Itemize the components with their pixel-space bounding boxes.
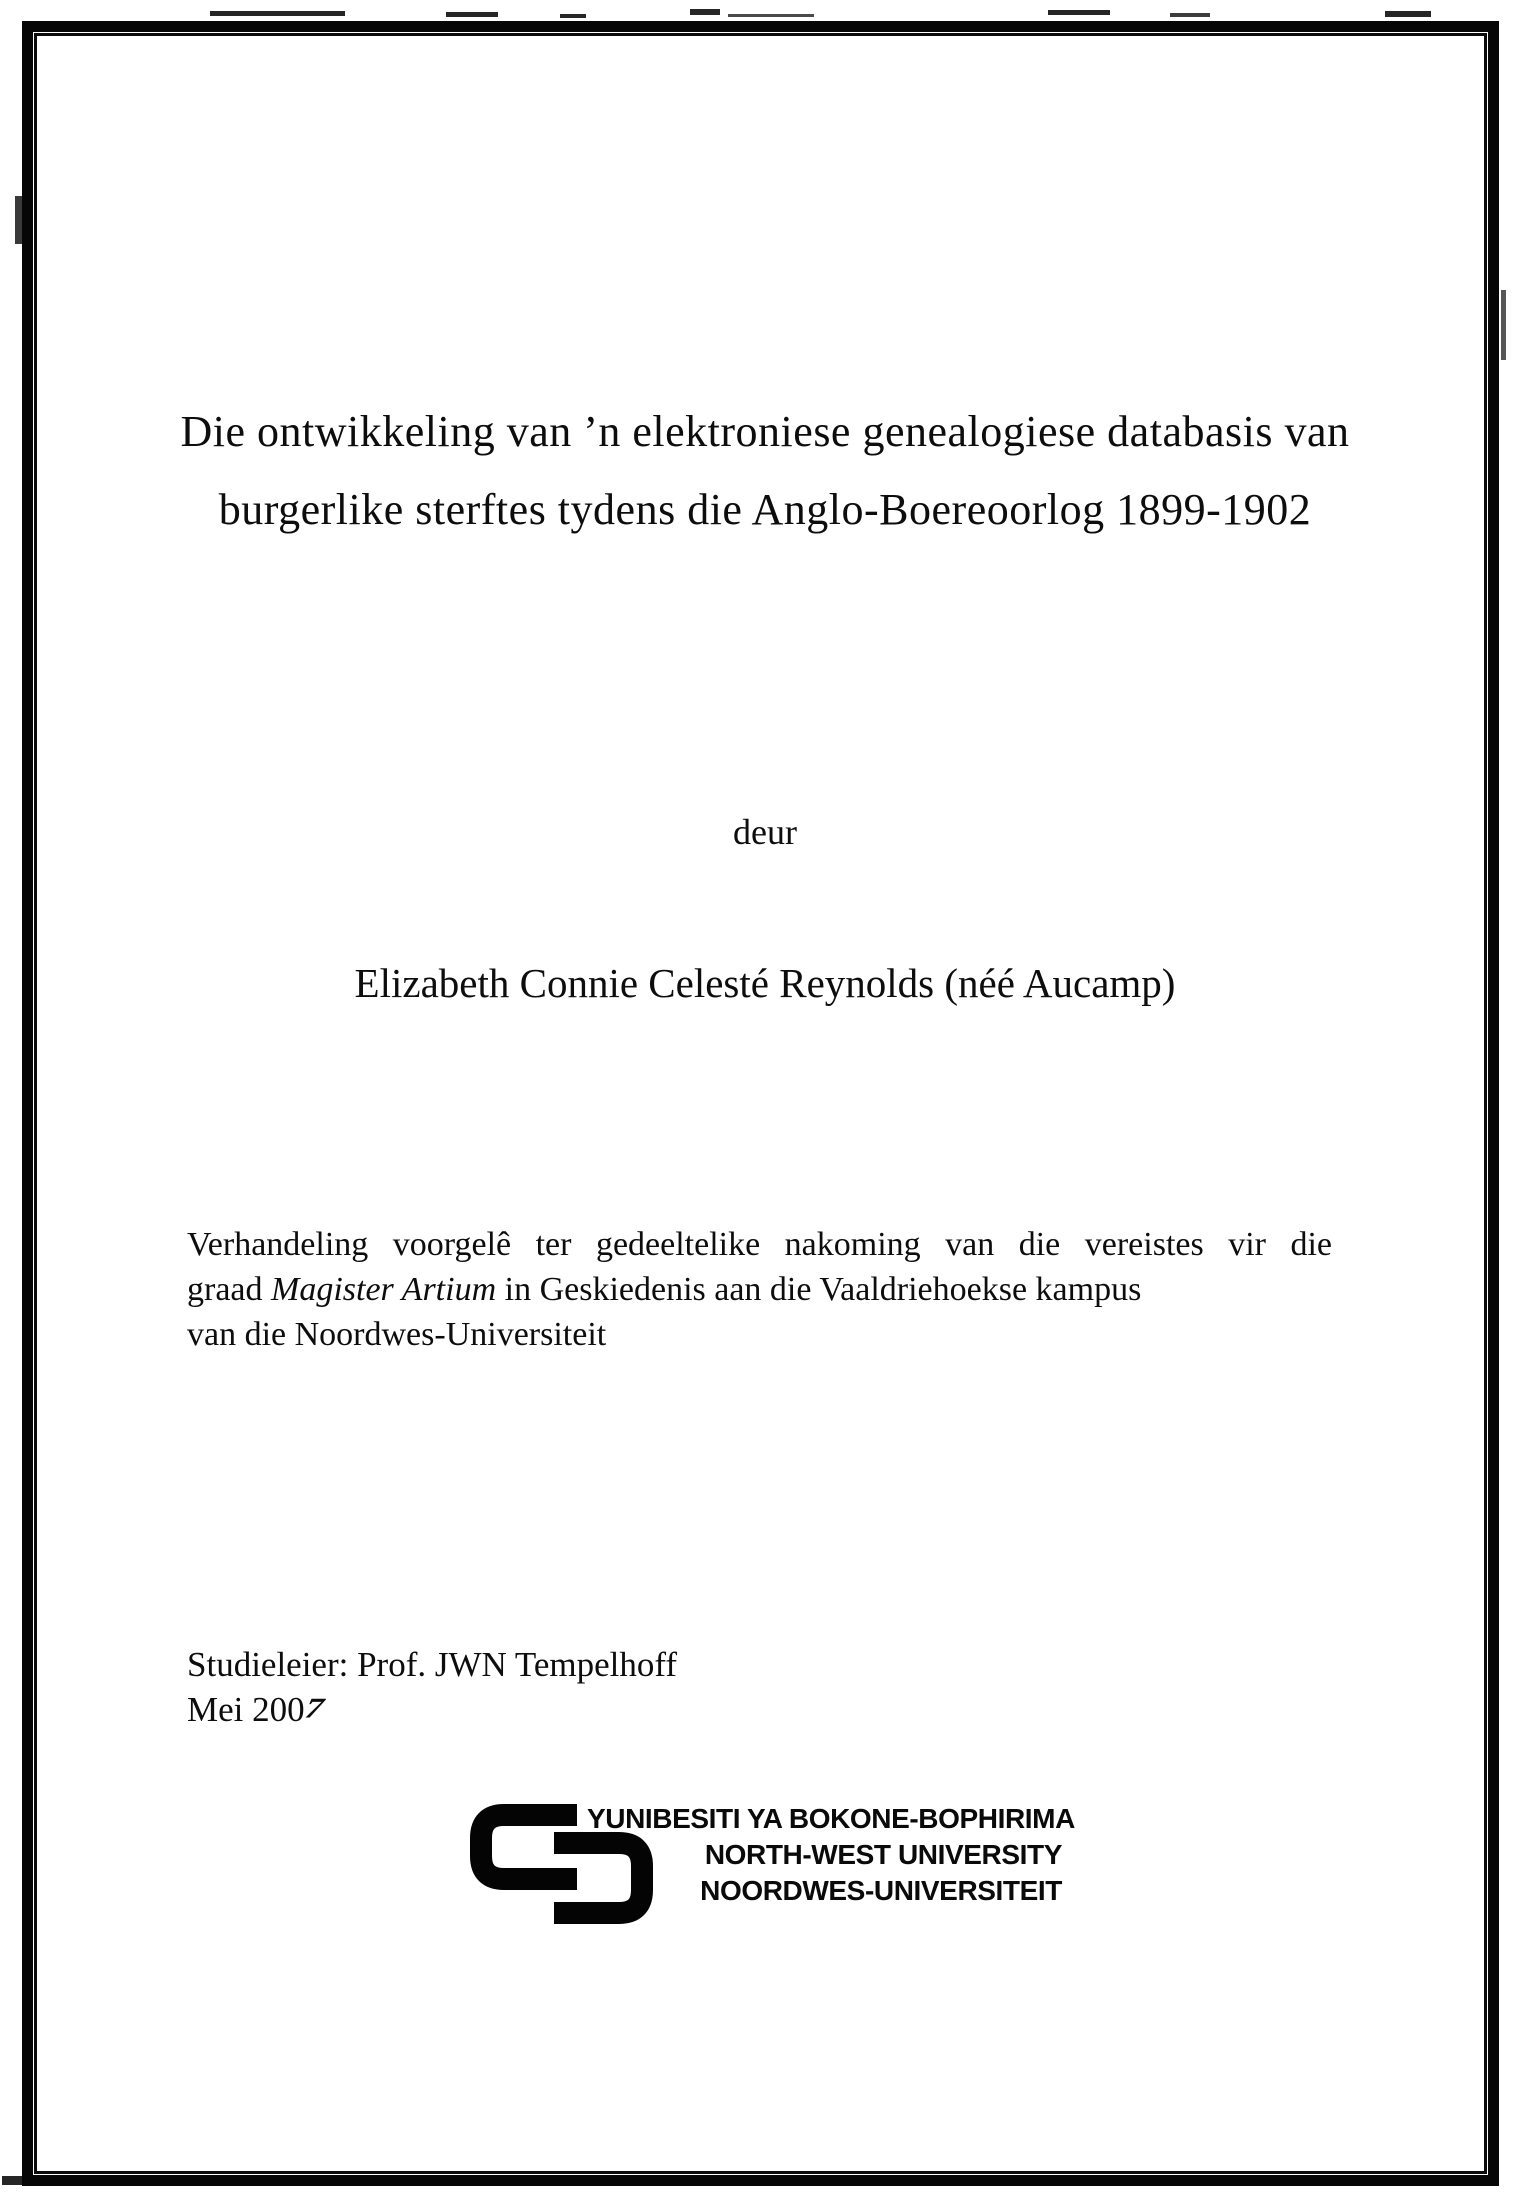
byline-preposition: deur (733, 812, 797, 852)
university-logo-text (587, 1801, 1075, 1909)
scan-artifact (728, 14, 814, 17)
date-line (187, 1687, 677, 1732)
statement-line-1: Verhandeling voorgelê ter gedeeltelike nakoming van die vereistes vir die (187, 1226, 1332, 1263)
scan-artifact (446, 12, 498, 17)
logo-text-line-2: NORTH-WEST UNIVERSITY (704, 1839, 1062, 1870)
supervisor-line: Studieleier: Prof. JWN Tempelhoff (187, 1645, 678, 1684)
author-name: Elizabeth Connie Celesté Reynolds (néé Aucamp) (354, 960, 1176, 1006)
title-line-1: Die ontwikkeling van ’n elektroniese genealogiese databasis van (180, 407, 1350, 456)
thesis-title (80, 393, 1450, 549)
title-line-2: burgerlike sterftes tydens die Anglo-Boereoorlog 1899-1902 (218, 485, 1312, 534)
supervisor-block (187, 1642, 677, 1732)
statement-line-2-pre: graad (187, 1271, 272, 1308)
university-logo (470, 1801, 1075, 1931)
scan-artifact (1170, 13, 1210, 17)
scan-artifact (1501, 290, 1506, 360)
statement-line-3: van die Noordwes-Universiteit (187, 1316, 607, 1353)
degree-name: Magister Artium (271, 1271, 497, 1308)
scan-artifact (690, 9, 720, 15)
scan-artifact (210, 11, 345, 16)
scan-artifact (1385, 11, 1431, 17)
date-digit: 7 (298, 1691, 330, 1724)
logo-text-line-3: NOORDWES-UNIVERSITEIT (700, 1875, 1062, 1906)
statement-line-2 (187, 1267, 1332, 1312)
logo-text-line-1: YUNIBESITI YA BOKONE-BOPHIRIMA (587, 1803, 1075, 1834)
scan-artifact (560, 14, 586, 18)
degree-statement (187, 1222, 1332, 1357)
scan-artifact (1048, 10, 1110, 15)
date-prefix: Mei 200 (187, 1690, 305, 1729)
statement-line-2-post: in Geskiedenis aan die Vaaldriehoekse kampus (496, 1271, 1142, 1308)
